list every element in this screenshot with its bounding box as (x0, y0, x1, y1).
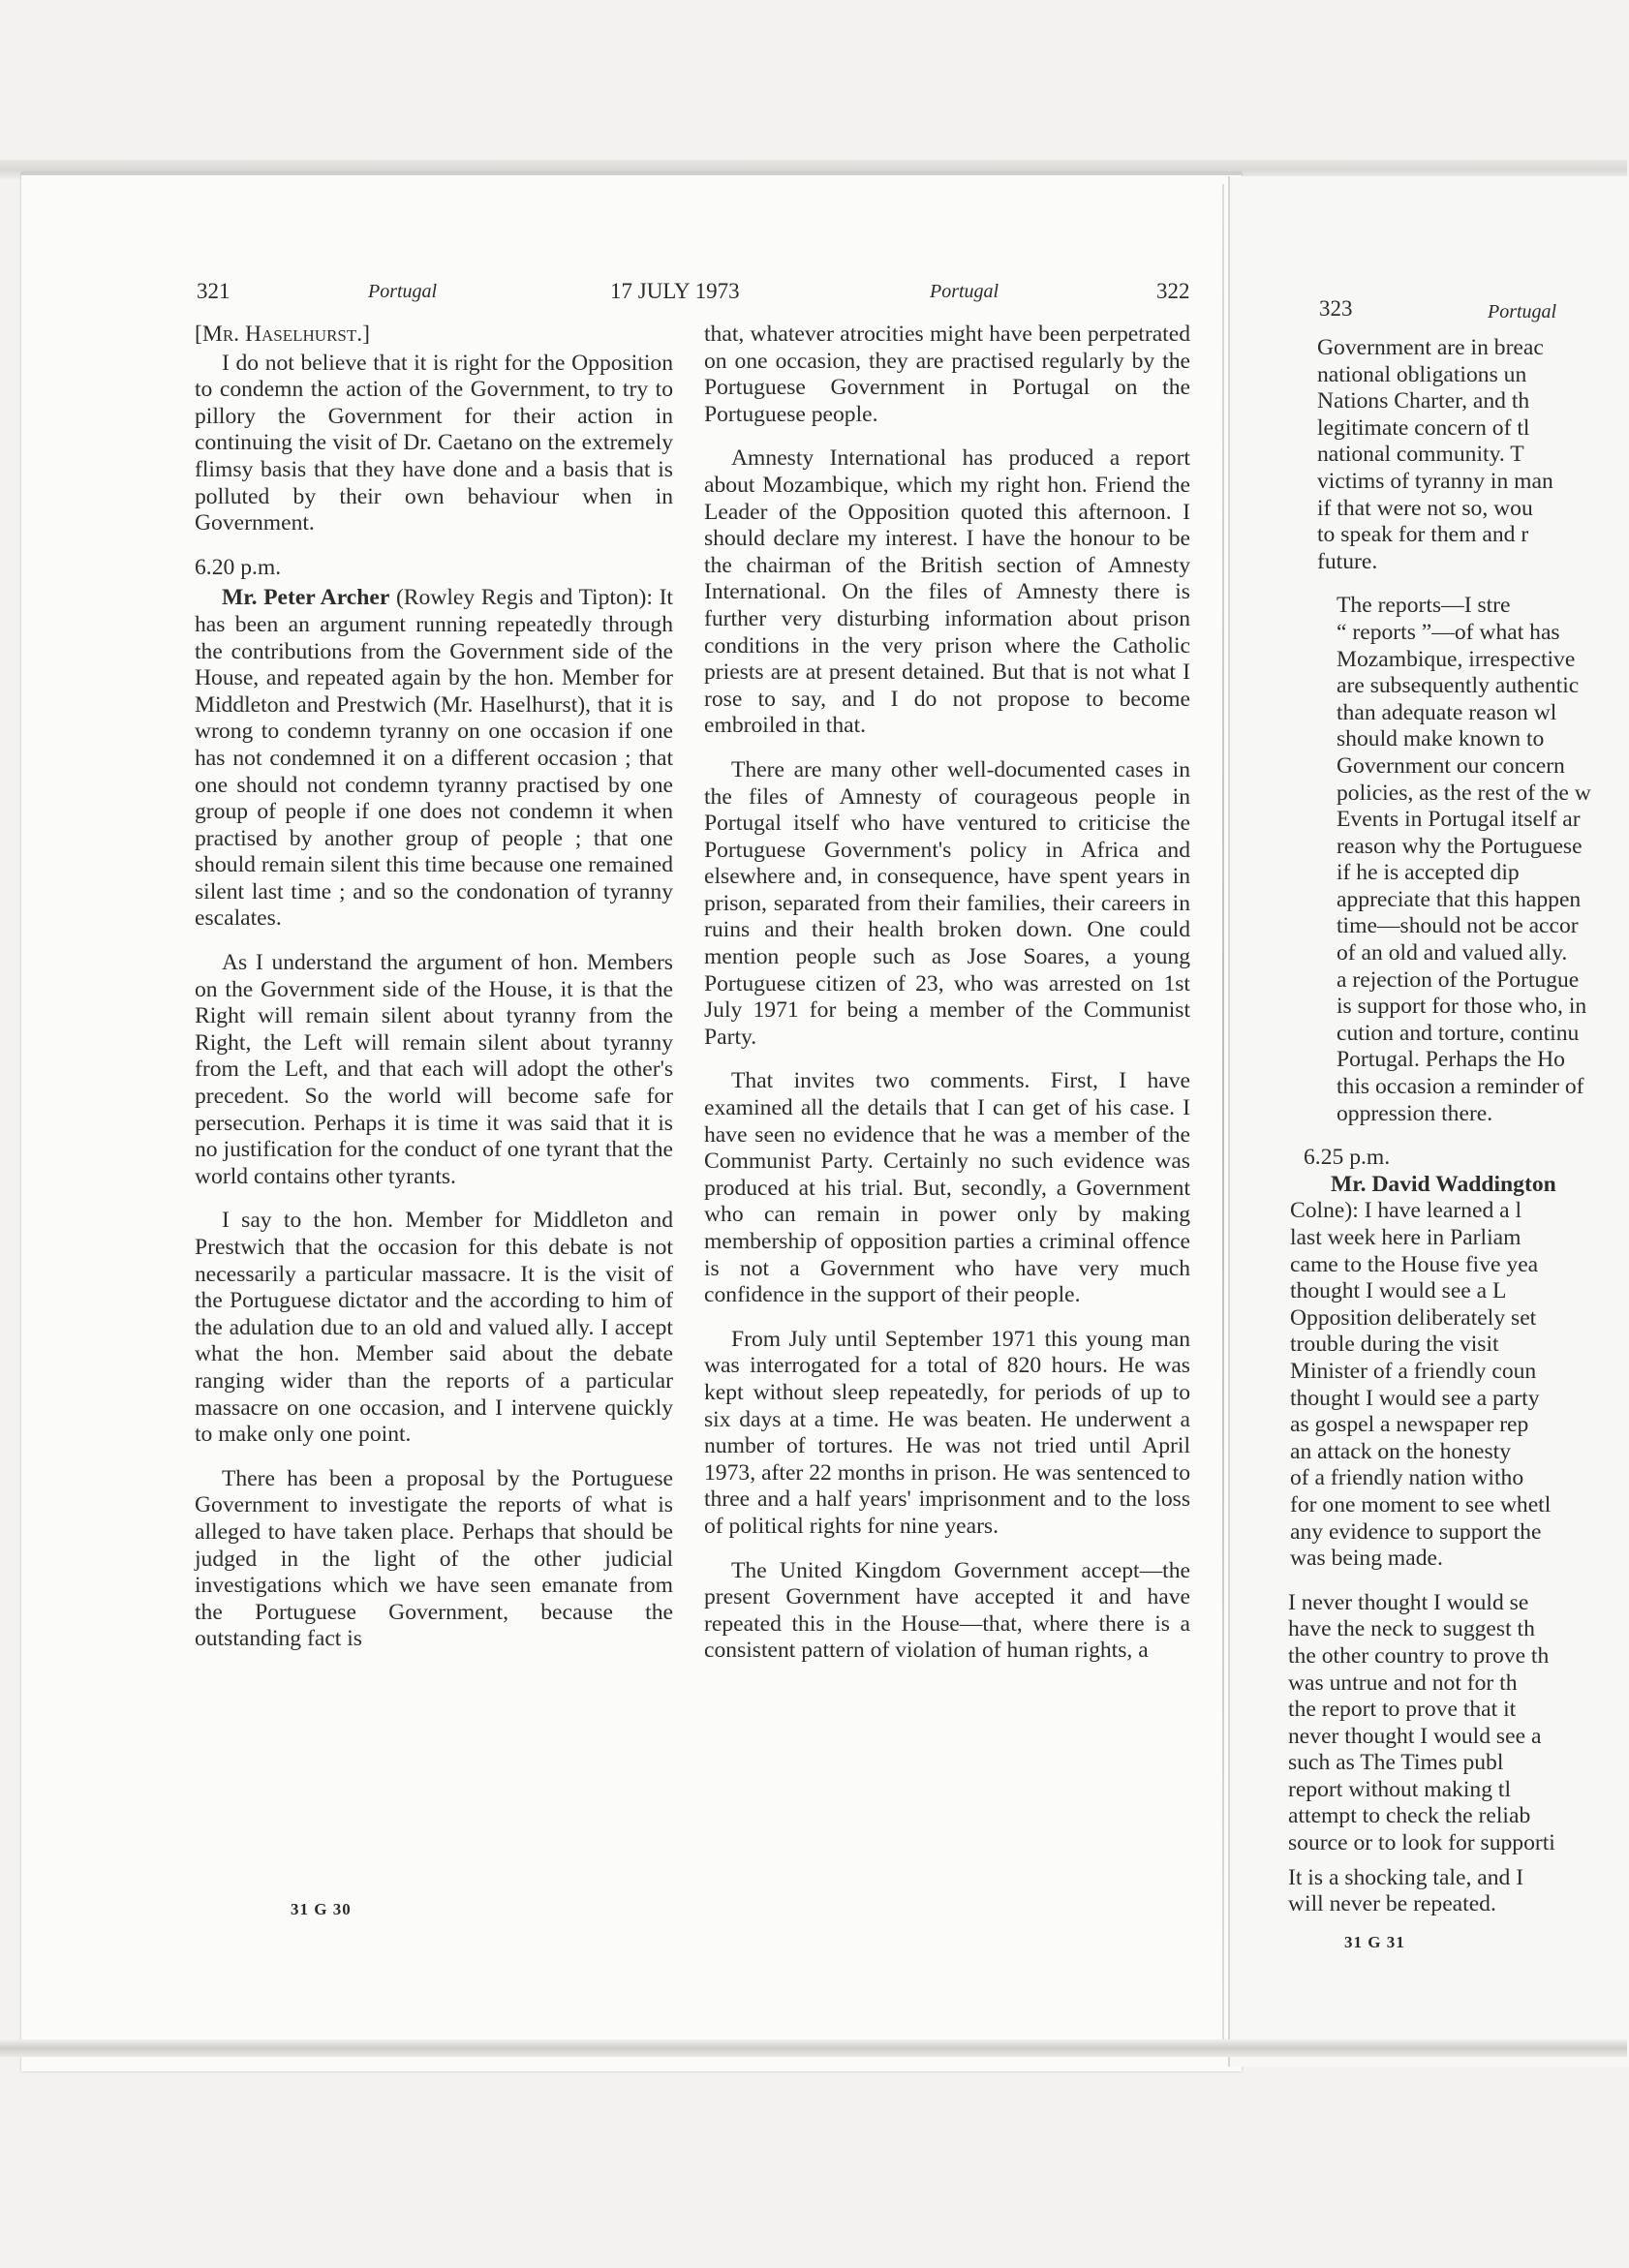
text-line: if that were not so, wou (1317, 495, 1533, 521)
page-number-322: 322 (1156, 279, 1190, 303)
signature-mark: 31 G 30 (291, 1900, 352, 1918)
text-line: reason why the Portuguese (1337, 833, 1583, 859)
text-line: will never be repeated. (1288, 1891, 1496, 1917)
page-number-323: 323 (1319, 296, 1353, 321)
paragraph-block (1288, 1590, 1627, 1857)
column-three-partial (1288, 335, 1627, 1981)
next-topic: Portugal (1488, 301, 1557, 322)
text-line: victims of tyranny in man (1317, 468, 1553, 494)
text-line: have the neck to suggest th (1288, 1616, 1535, 1642)
text-line: came to the House five yea (1290, 1251, 1539, 1277)
text-line: national community. T (1317, 442, 1524, 468)
paragraph: that, whatever atrocities might have been perpetrated on one occasion, they are practised regularly by the Portuguese Government in Portugal on the Portuguese people. (704, 322, 1190, 427)
text-line: Nations Charter, and th (1317, 388, 1530, 414)
text-line: trouble during the visit (1290, 1332, 1499, 1358)
text-line: should make known to (1337, 726, 1545, 752)
text-line: of an old and valued ally. (1337, 940, 1568, 966)
text-line: any evidence to support the (1290, 1518, 1542, 1545)
paragraph: As I understand the argument of hon. Members on the Government side of the House, it is that the Right will remain silent about tyranny from the Right, the Left will remain silent about tyranny from the Left, and that each will adopt the other's precedent. So the world will become safe for persecution. Perhaps it is time it was said that it is no justification for the conduct of one tyrant that the world contains other tyrants. (195, 950, 673, 1189)
text-line: Government are in breac (1317, 335, 1544, 360)
text-line: policies, as the rest of the w (1337, 780, 1591, 806)
column-one (195, 322, 673, 1670)
paragraph: There has been a proposal by the Portuguese Government to investigate the reports of what is alleged to have taken place. Perhaps that should be judged in the light of the other judicial investigations which we have seen emanate from the Portuguese Government, because the outstanding fact is (195, 1465, 673, 1652)
text-line: appreciate that this happen (1337, 886, 1582, 912)
text-line: the report to prove that it (1288, 1697, 1517, 1723)
text-line: to speak for them and r (1317, 522, 1529, 548)
paragraph-block (1317, 593, 1627, 1127)
text-line: Government our concern (1337, 752, 1565, 779)
text-line: if he is accepted dip (1337, 860, 1520, 886)
paragraph: That invites two comments. First, I have examined all the details that I can get of his case. I have seen no evidence that he was a member of the Communist Party. Certainly no such evidence was produced at his trial. But, secondly, a Government who can remain in power only by making membership of opposition parties a criminal offence is not a Government who have very much confidence in the support of their people. (704, 1068, 1190, 1308)
text-line: such as The Times publ (1288, 1750, 1504, 1776)
paragraph-block (1317, 335, 1627, 575)
text-line: was being made. (1290, 1546, 1443, 1572)
gutter-fold (1222, 184, 1224, 2043)
paragraph-block (1290, 1198, 1627, 1572)
paragraph-block (1288, 1865, 1627, 1918)
time-stamp: 6.25 p.m. (1304, 1145, 1391, 1171)
text-line: Minister of a friendly coun (1290, 1358, 1537, 1384)
text-line: The reports—I stre (1337, 593, 1511, 619)
text-line: than adequate reason wl (1337, 699, 1557, 725)
text-line: thought I would see a party (1290, 1385, 1540, 1411)
text-line: source or to look for supporti (1288, 1830, 1555, 1856)
text-line: thought I would see a L (1290, 1278, 1507, 1304)
text-line: was untrue and not for th (1288, 1670, 1518, 1696)
speaker-name: Mr. Peter Archer (222, 585, 390, 611)
text-line: Colne): I have learned a l (1290, 1198, 1522, 1224)
text-line: Events in Portugal itself ar (1337, 807, 1581, 833)
text-line: national obligations un (1317, 361, 1527, 387)
right-topic: Portugal (930, 281, 999, 302)
page-bottom-edge (0, 2039, 1627, 2057)
paragraph: There are many other well-documented cases in the files of Amnesty of courageous people in Portugal itself who have ventured to criticise the Portuguese Government's policy in Africa and elsewhere and, in consequence, have spent years in prison, separated from their families, their careers in ruins and their health broken down. One could mention people such as Jose Soares, a young Portuguese citizen of 23, who was arrested on 1st July 1971 for being a member of the Communist Party. (704, 756, 1190, 1050)
text-line: cution and torture, continu (1337, 1020, 1580, 1046)
text-line: Portugal. Perhaps the Ho (1337, 1047, 1565, 1073)
column-two (704, 322, 1190, 1682)
signature-mark: 31 G 31 (1344, 1933, 1405, 1951)
issue-date: 17 JULY 1973 (610, 279, 740, 303)
text-line: Mozambique, irrespective (1337, 646, 1576, 672)
text-line: a rejection of the Portugue (1337, 966, 1580, 993)
text-line: oppression there. (1337, 1100, 1493, 1126)
speaker-name: Mr. David Waddington (1331, 1171, 1556, 1197)
text-line: for one moment to see whetl (1290, 1491, 1552, 1517)
time-stamp: 6.20 p.m. (195, 554, 282, 580)
text-line: is support for those who, in (1337, 994, 1587, 1020)
text-line: It is a shocking tale, and I (1288, 1864, 1524, 1890)
text-line: attempt to check the reliab (1288, 1803, 1531, 1829)
text-line: legitimate concern of tl (1317, 414, 1530, 441)
text-line: last week here in Parliam (1290, 1225, 1521, 1250)
text-line: as gospel a newspaper rep (1290, 1412, 1529, 1438)
paragraph: I say to the hon. Member for Middleton and Prestwich that the occasion for this debate is not necessarily a particular massacre. It is the visit of the Portuguese dictator and the according to him of the adulation due to an old and valued ally. I accept what the hon. Member said about the debate ranging wider than the reports of a particular massacre on one occasion, and I intervene quickly to make only one point. (195, 1208, 673, 1448)
paragraph: The United Kingdom Government accept—the present Government have accepted it and have repeated this in the House—that, where there is a consistent pattern of violation of human rights, a (704, 1557, 1190, 1664)
paragraph: I do not believe that it is right for the Opposition to condemn the action of the Government, to try to pillory the Government for their action in continuing the visit of Dr. Caetano on the extremely flimsy basis that they have done and a basis that is polluted by their own behaviour when in Government. (195, 350, 673, 536)
text-line: of a friendly nation witho (1290, 1465, 1524, 1491)
speech-text: (Rowley Regis and Tipton): It has been an argument running repeatedly through the contributions from the Government side of the House, and repeated again by the hon. Member for Middleton and Prestwich (Mr. Haselhurst), that it is wrong to condemn tyranny on one occasion if one has not condemned it on a different occasion ; that one should not condemn tyranny practised by one group of people if one does not condemn it when practised by another group of people ; that one should remain silent this time because one remained silent last time ; and so the condonation of tyranny escalates. (195, 585, 673, 932)
paragraph: Amnesty International has produced a report about Mozambique, which my right hon. Friend the Leader of the Opposition quoted this afternoon. I should declare my interest. I have the honour to be the chairman of the British section of Amnesty International. On the files of Amnesty there is further very disturbing information about prison conditions in the very prison where the Catholic priests are at present detained. But that is not what I rose to say, and I do not propose to become embroiled in that. (704, 445, 1190, 739)
text-line: are subsequently authentic (1337, 673, 1580, 699)
text-line: report without making tl (1288, 1776, 1512, 1802)
text-line: I never thought I would se (1288, 1589, 1529, 1615)
text-line: the other country to prove th (1288, 1642, 1550, 1669)
left-topic: Portugal (368, 281, 438, 302)
member-tag: [Mr. Haselhurst.] (195, 322, 370, 347)
text-line: future. (1317, 548, 1378, 574)
text-line: Opposition deliberately set (1290, 1304, 1537, 1331)
paragraph: From July until September 1971 this young man was interrogated for a total of 820 hours. He was kept without sleep repeatedly, for periods of up to six days at a time. He was beaten. He underwent a number of tortures. He was not tried until April 1973, after 22 months in prison. He was sentenced to three and a half years' imprisonment and to the loss of political rights for nine years. (704, 1326, 1190, 1539)
text-line: “ reports ”—of what has (1337, 619, 1560, 645)
text-line: this occasion a reminder of (1337, 1074, 1584, 1100)
text-line: time—should not be accor (1337, 913, 1579, 939)
text-line: never thought I would see a (1288, 1723, 1542, 1749)
text-line: an attack on the honesty (1290, 1438, 1511, 1464)
page-number-321: 321 (197, 279, 231, 303)
